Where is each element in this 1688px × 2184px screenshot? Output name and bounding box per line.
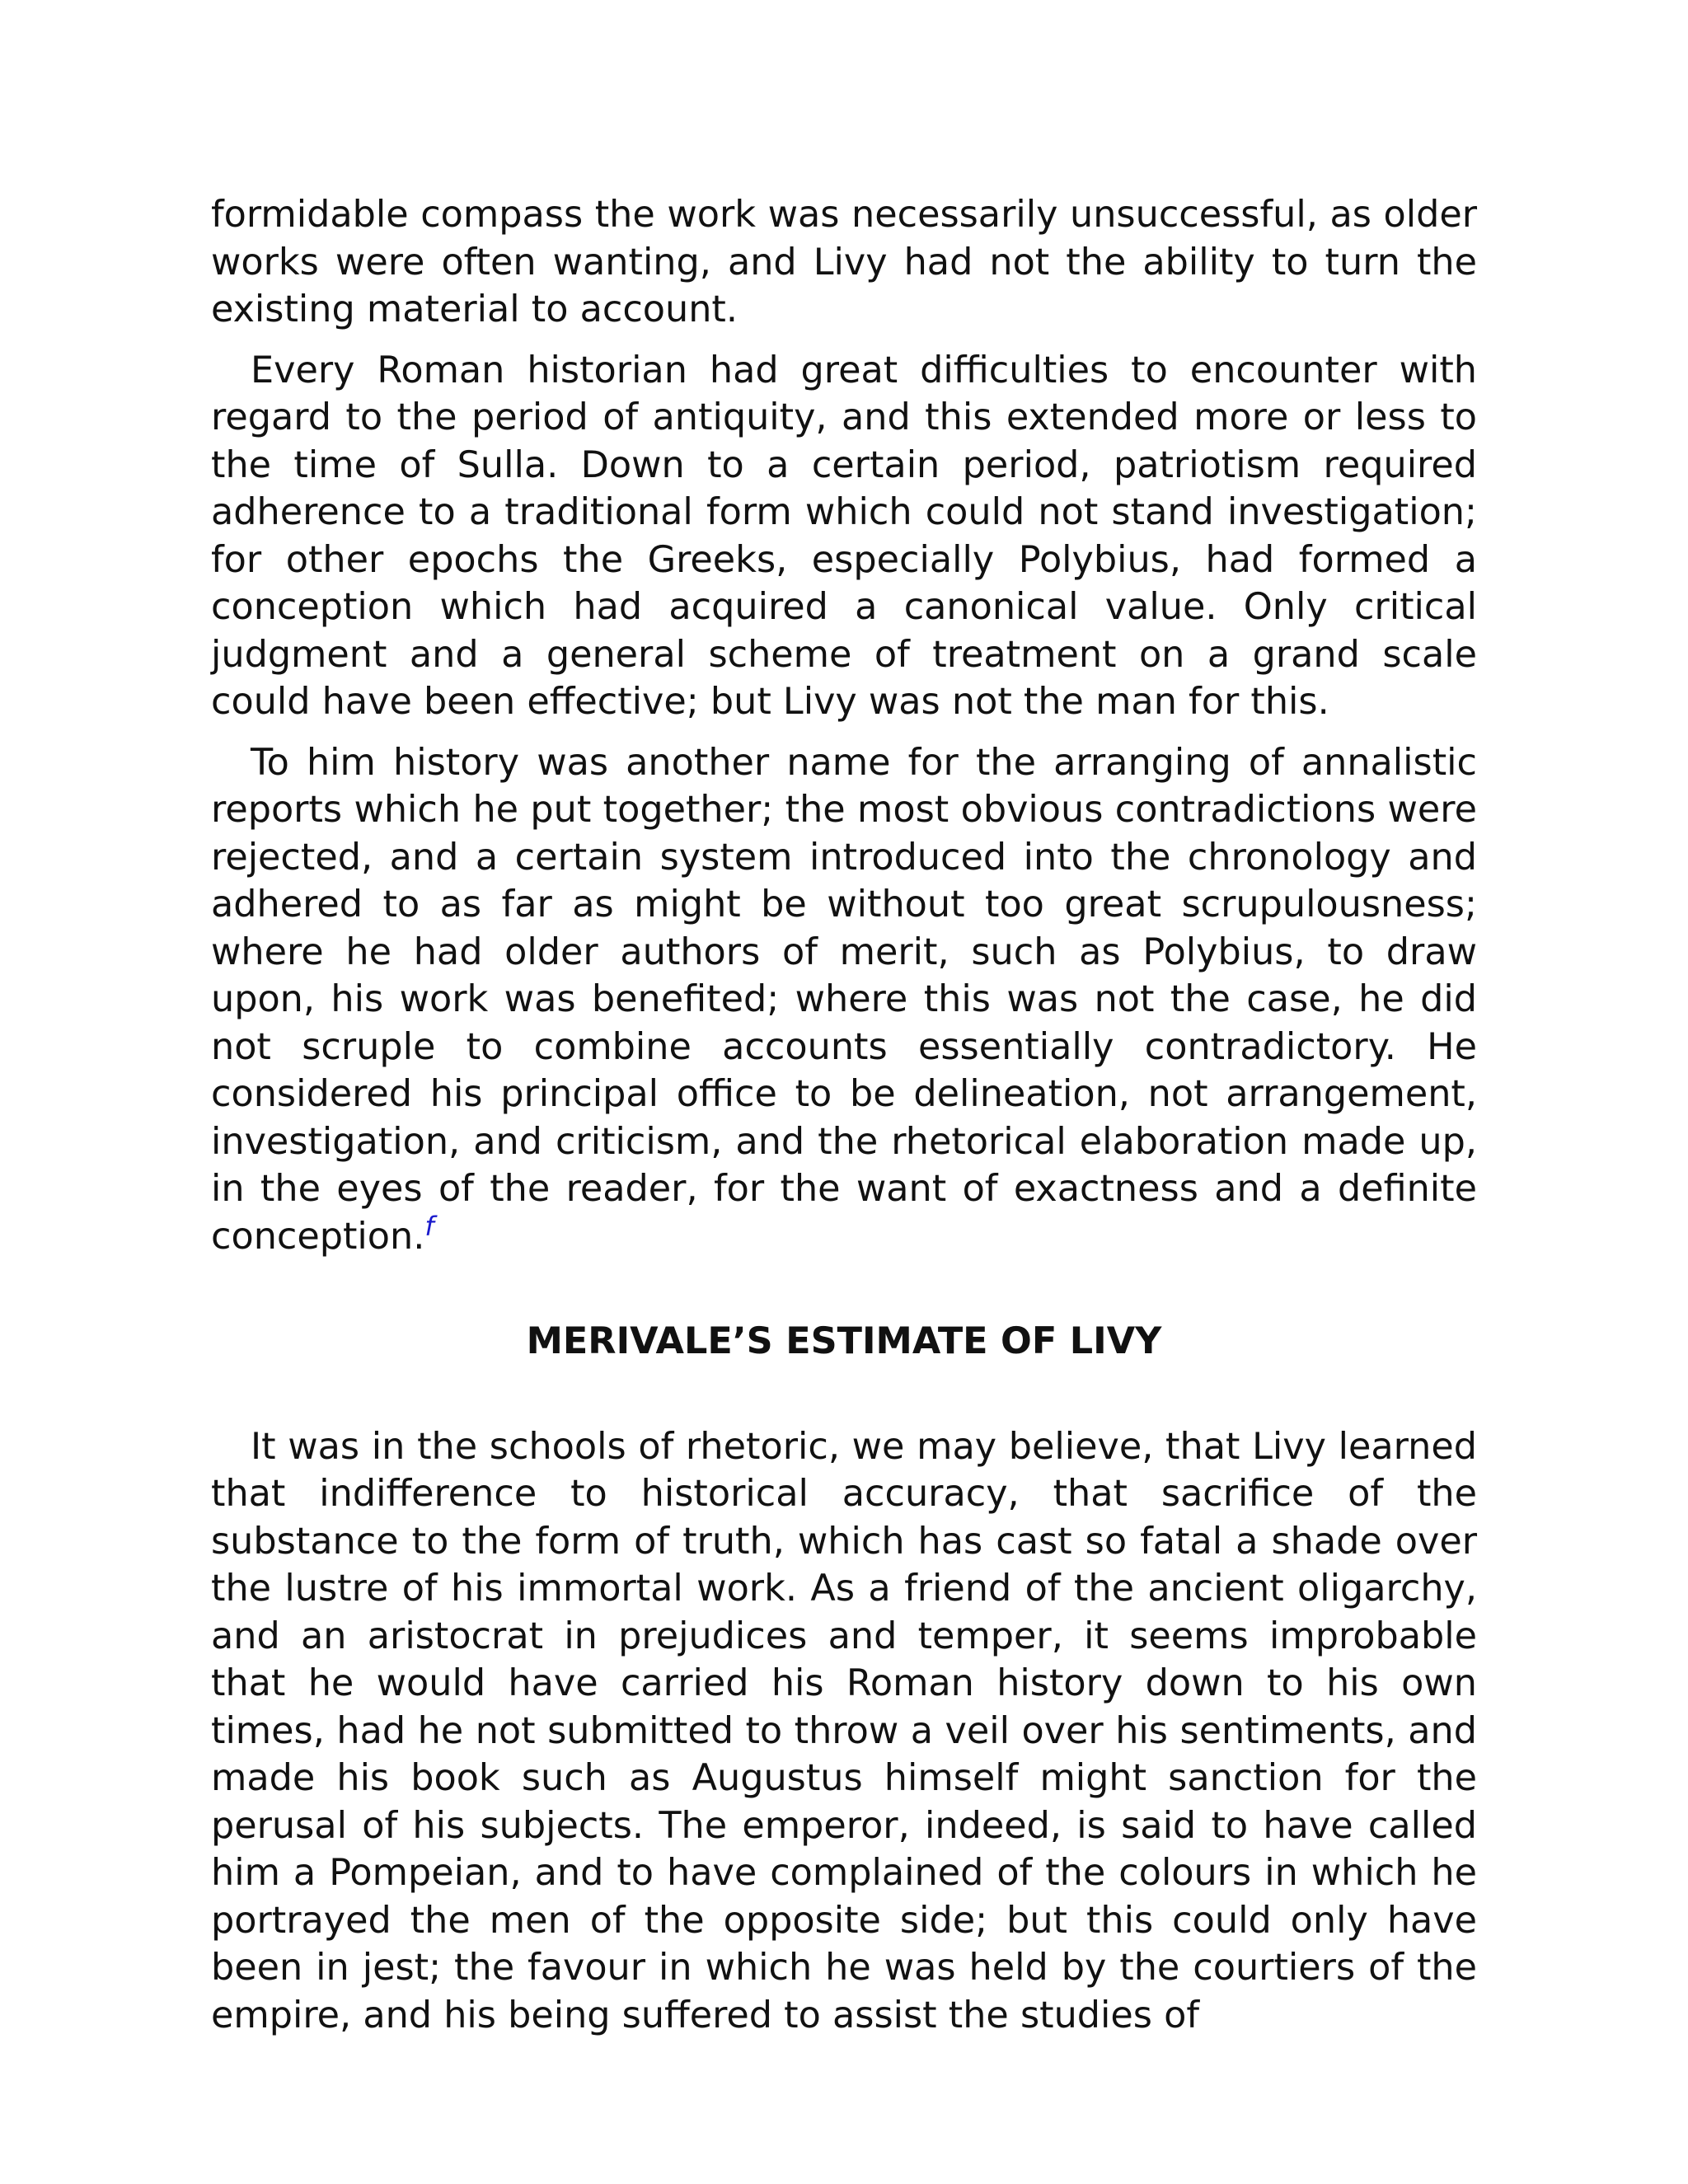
paragraph-2 [211, 347, 1477, 726]
paragraph-4-text: It was in the schools of rhetoric, we may believe, that Livy learned that indifference to historical accuracy, that sacrifice of the substance to the form of truth, which has cast so fatal a shade over the lustre of his immortal work. As a friend of the ancient oligarchy, and an aristocrat in prejudices and temper, it seems improbable that he would have carried his Roman history down to his own times, had he not submitted to throw a veil over his sentiments, and made his book such as Augustus himself might sanction for the perusal of his subjects. The emperor, indeed, is said to have called him a Pompeian, and to have complained of the colours in which he portrayed the men of the opposite side; but this could only have been in jest; the favour in which he was held by the courtiers of the empire, and his being suffered to assist the studies of [211, 1425, 1477, 2036]
paragraph-3 [211, 739, 1477, 1261]
page-content [211, 191, 1477, 2039]
paragraph-3-text: To him history was another name for the arranging of annalistic reports which he put together; the most obvious contradictions were rejected, and a certain system introduced into the chronology and adhered to as far as might be without too great scrupulousness; where he had older authors of merit, such as Polybius, to draw upon, his work was benefited; where this was not the case, he did not scruple to combine accounts essentially contradictory. He considered his principal office to be delineation, not arrangement, investigation, and criticism, and the rhetorical elaboration made up, in the eyes of the reader, for the want of exactness and a definite conception. [211, 741, 1477, 1258]
paragraph-1 [211, 191, 1477, 334]
paragraph-1-text: formidable compass the work was necessarily unsuccessful, as older works were often wanting, and Livy had not the ability to turn the existing material to account. [211, 194, 1477, 330]
footnote-link-f[interactable]: f [424, 1210, 434, 1242]
paragraph-2-text: Every Roman historian had great difficulties to encounter with regard to the period of antiquity, and this extended more or less to the time of Sulla. Down to a certain period, patriotism required adherence to a traditional form which could not stand investigation; for other epochs the Greeks, especially Polybius, had formed a conception which had acquired a canonical value. Only critical judgment and a general scheme of treatment on a grand scale could have been effective; but Livy was not the man for this. [211, 349, 1477, 723]
section-heading: MERIVALE’S ESTIMATE OF LIVY [526, 1320, 1162, 1362]
paragraph-4 [211, 1423, 1477, 2040]
